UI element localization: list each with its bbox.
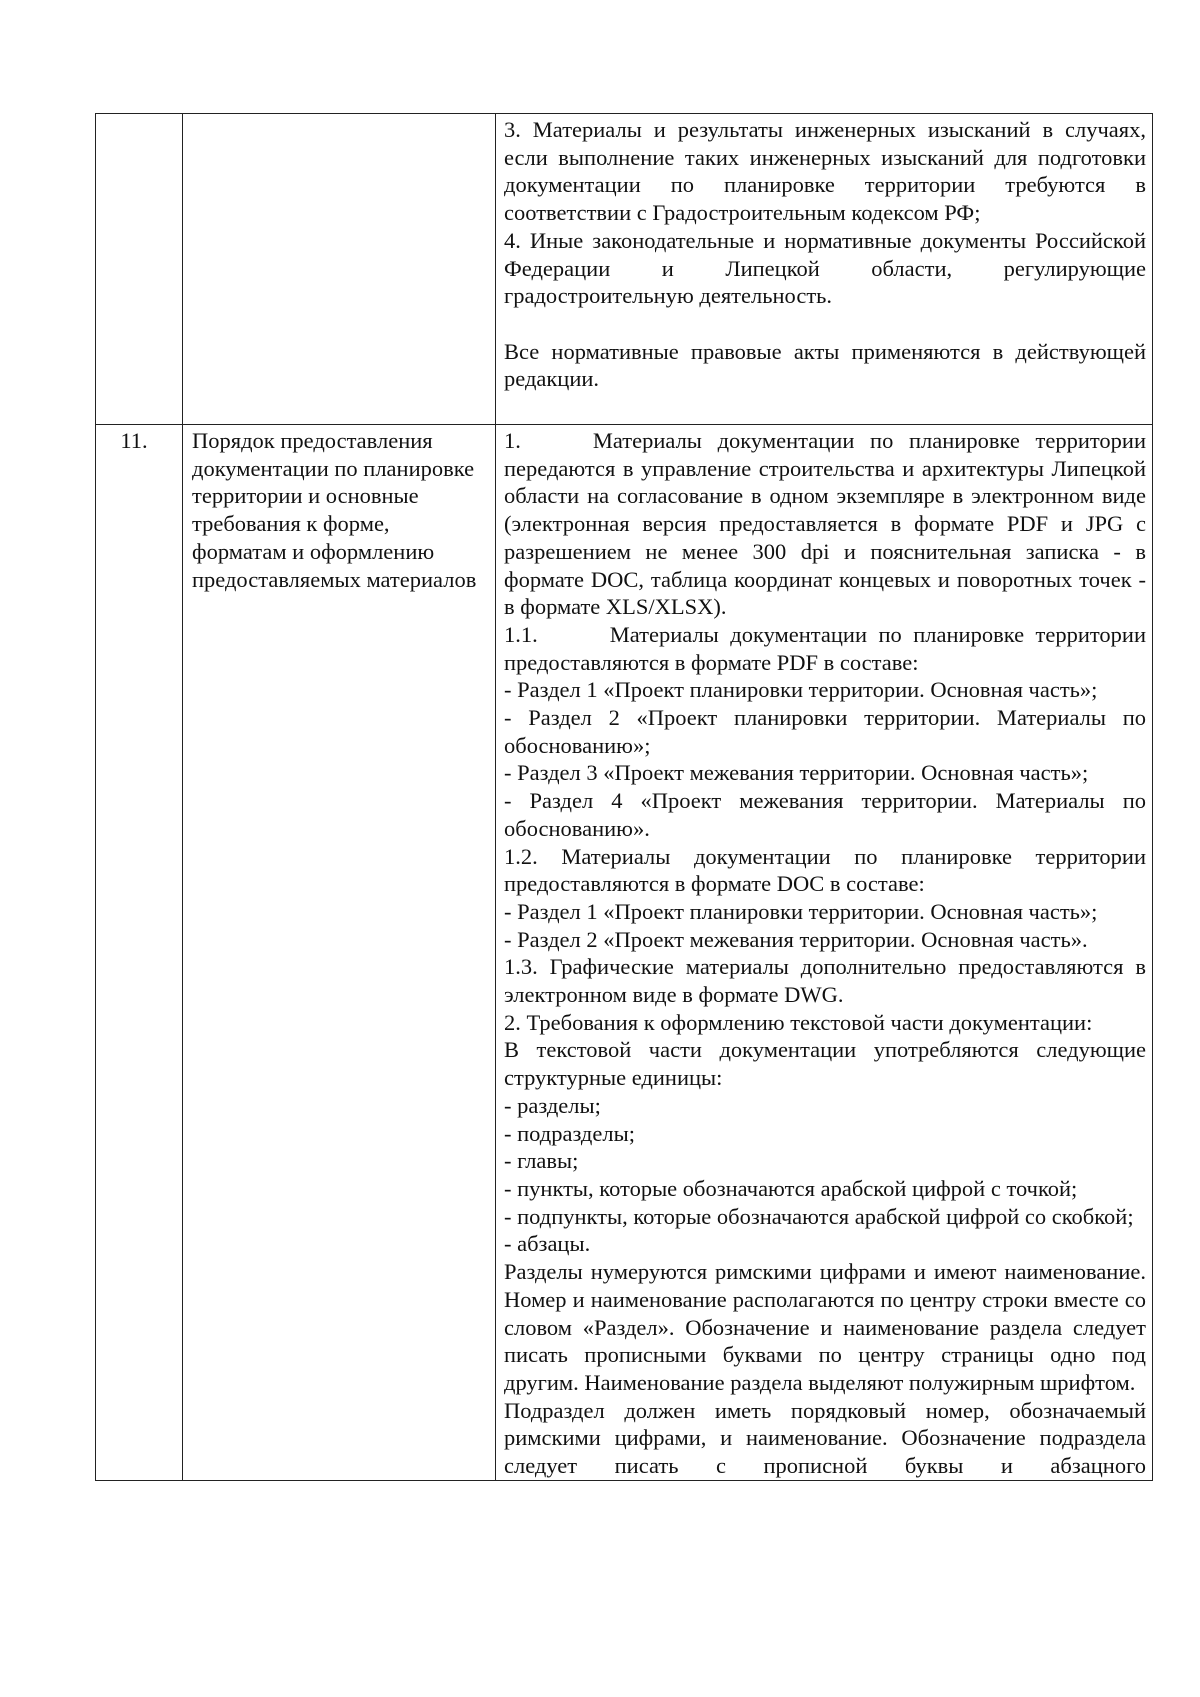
paragraph: 2. Требования к оформлению текстовой части документации: xyxy=(504,1009,1093,1035)
row-number-cell xyxy=(96,114,183,425)
paragraph: В текстовой части документации употребляются следующие структурные единицы: xyxy=(504,1037,1146,1091)
row-name-cell xyxy=(183,114,496,425)
row-title: Порядок предоставления документации по планировке территории и основные требования к форме, форматам и оформлению предоставляемых материалов xyxy=(192,428,477,592)
table-row xyxy=(96,114,1153,425)
list-item: - Раздел 1 «Проект планировки территории. Основная часть»; xyxy=(504,677,1098,703)
list-item: - абзацы. xyxy=(504,1231,591,1257)
paragraph: 1. Материалы документации по планировке территории передаются в управление строительства и архитектуры Липецкой области на согласование в одном экземпляре в электронном виде (электронная версия предоставляется в формате PDF и JPG с разрешением не менее 300 dpi и пояснительная записка - в формате DOC, таблица координат концевых и поворотных точек - в формате XLS/XLSX). xyxy=(504,428,1146,620)
list-item: - Раздел 3 «Проект межевания территории. Основная часть»; xyxy=(504,760,1089,786)
row-number-cell: 11. xyxy=(96,425,183,1481)
row-name-cell xyxy=(183,425,496,1481)
list-item: - Раздел 2 «Проект планировки территории. Материалы по обоснованию»; xyxy=(504,705,1146,758)
list-item: - подразделы; xyxy=(504,1120,635,1146)
list-item: - разделы; xyxy=(504,1092,601,1118)
paragraph: 1.3. Графические материалы дополнительно предоставляются в электронном виде в формате DWG. xyxy=(504,954,1146,1008)
list-item: - главы; xyxy=(504,1148,579,1174)
table-row xyxy=(96,425,1153,1481)
row-content-cell xyxy=(496,425,1153,1481)
paragraph: 1.1. Материалы документации по планировке территории предоставляются в формате PDF в составе: xyxy=(504,621,1146,675)
paragraph: 1.2. Материалы документации по планировке территории предоставляются в формате DOC в составе: xyxy=(504,843,1146,897)
list-item: - Раздел 2 «Проект межевания территории. Основная часть». xyxy=(504,926,1088,952)
paragraph: Все нормативные правовые акты применяются в действующей редакции. xyxy=(504,338,1146,392)
requirements-table xyxy=(95,113,1153,1481)
paragraph: Разделы нумеруются римскими цифрами и имеют наименование. Номер и наименование располагаются по центру строки вместе со словом «Раздел». Обозначение и наименование раздела следует писать прописными буквами по центру страницы одно под другим. Наименование раздела выделяют полужирным шрифтом. xyxy=(504,1259,1146,1395)
paragraph: 3. Материалы и результаты инженерных изысканий в случаях, если выполнение таких инженерных изысканий для подготовки документации по планировке территории требуются в соответствии с Градостроительным кодексом РФ; xyxy=(504,117,1146,226)
paragraph: 4. Иные законодательные и нормативные документы Российской Федерации и Липецкой области, регулирующие градостроительную деятельность. xyxy=(504,227,1146,309)
list-item: - подпункты, которые обозначаются арабской цифрой со скобкой; xyxy=(504,1203,1134,1229)
paragraph: Подраздел должен иметь порядковый номер, обозначаемый римскими цифрами, и наименование. Обозначение подраздела следует писать с прописной буквы и абзацного xyxy=(504,1397,1146,1479)
list-item: - Раздел 4 «Проект межевания территории. Материалы по обоснованию». xyxy=(504,788,1146,841)
list-item: - Раздел 1 «Проект планировки территории. Основная часть»; xyxy=(504,898,1098,924)
row-content-cell xyxy=(496,114,1153,425)
list-item: - пункты, которые обозначаются арабской цифрой с точкой; xyxy=(504,1175,1078,1201)
